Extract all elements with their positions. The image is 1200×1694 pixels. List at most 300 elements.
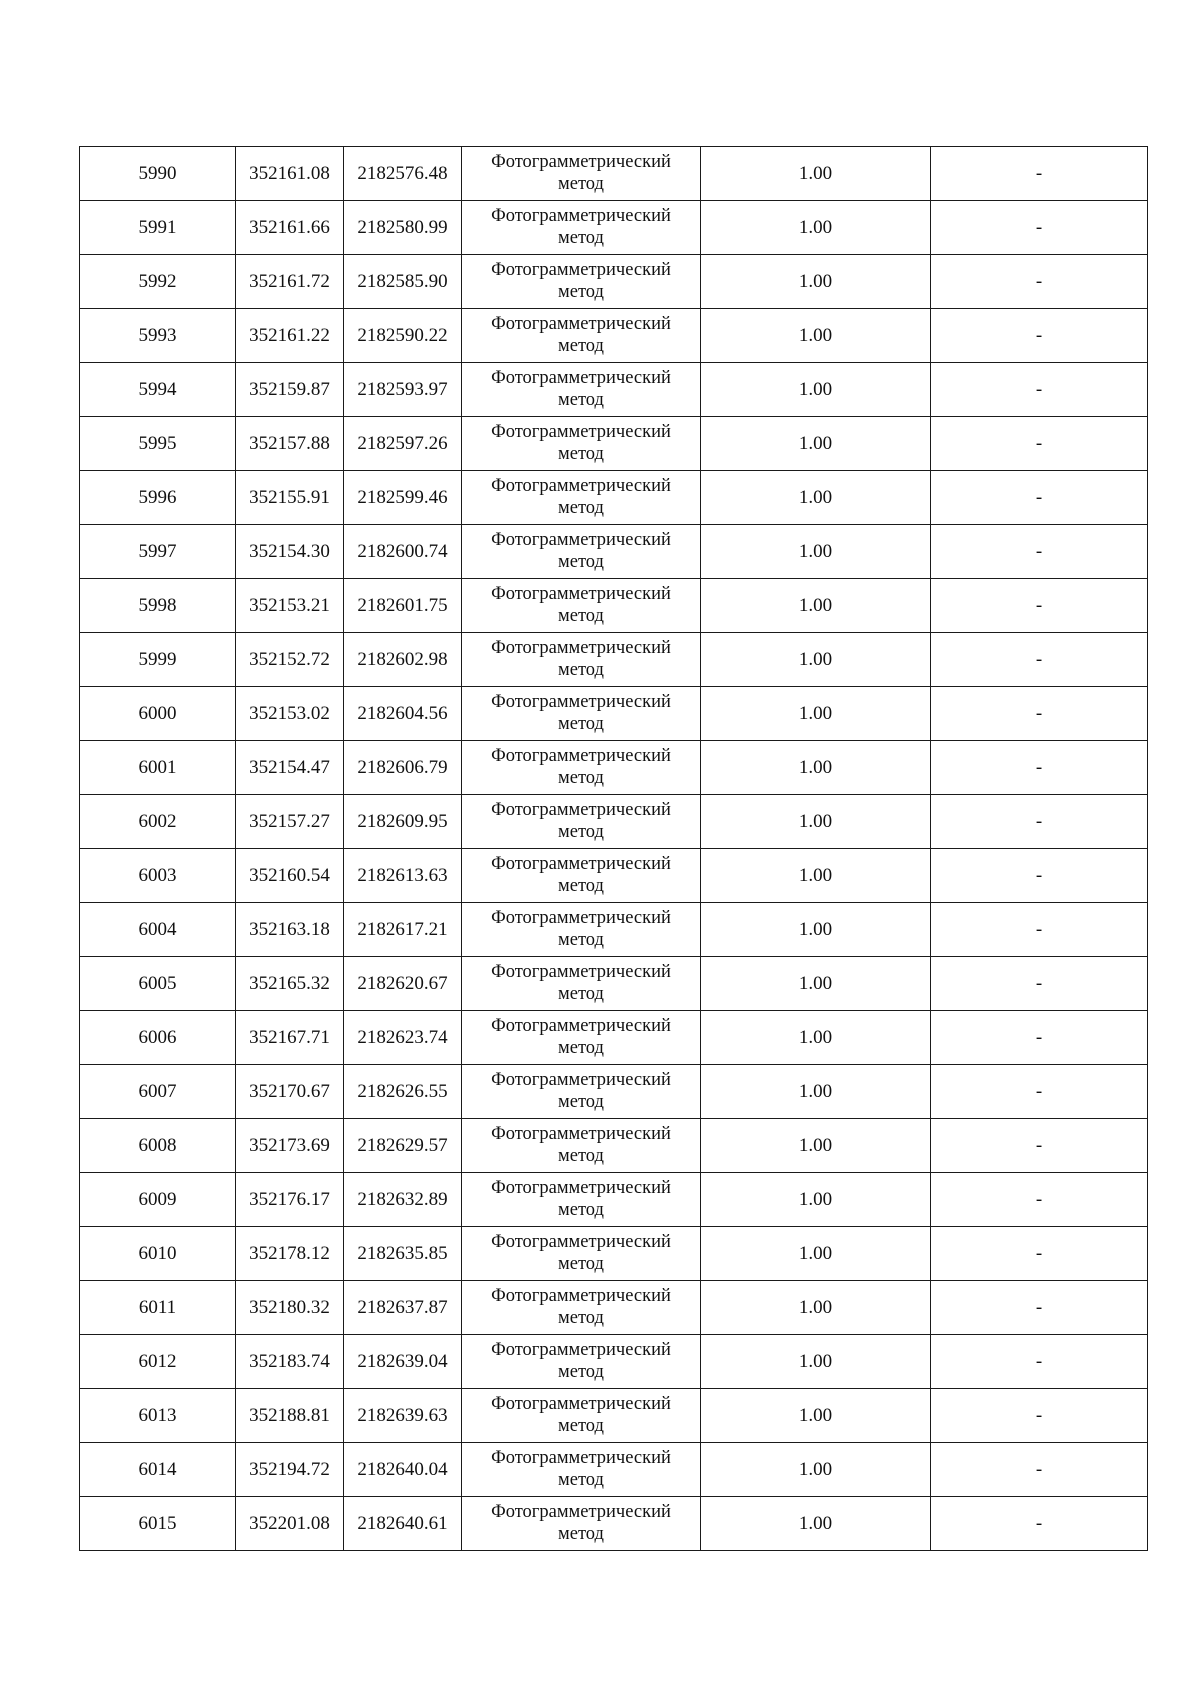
x-coordinate: 352173.69 — [249, 1135, 330, 1156]
table-row — [80, 1011, 1148, 1065]
note-cell — [931, 1389, 1148, 1443]
y-coordinate-cell — [344, 1173, 462, 1227]
table-row — [80, 525, 1148, 579]
table-row — [80, 741, 1148, 795]
coordinates-table — [79, 146, 1148, 1551]
note-value: - — [1035, 703, 1043, 724]
x-coordinate: 352157.88 — [249, 433, 330, 454]
accuracy-cell — [701, 687, 931, 741]
point-number-cell — [80, 633, 236, 687]
method-line-2: метод — [558, 659, 604, 680]
accuracy-cell — [701, 147, 931, 201]
y-coordinate: 2182640.61 — [357, 1513, 448, 1534]
y-coordinate: 2182593.97 — [357, 379, 448, 400]
point-number-cell — [80, 1065, 236, 1119]
note-cell — [931, 1065, 1148, 1119]
point-number-cell — [80, 255, 236, 309]
note-value: - — [1035, 433, 1043, 454]
method-cell — [462, 1389, 701, 1443]
x-coordinate: 352170.67 — [249, 1081, 330, 1102]
table-row — [80, 849, 1148, 903]
method-cell — [462, 1227, 701, 1281]
accuracy-cell — [701, 903, 931, 957]
table-row — [80, 363, 1148, 417]
accuracy-cell — [701, 363, 931, 417]
y-coordinate-cell — [344, 363, 462, 417]
point-number: 5994 — [138, 379, 177, 400]
point-number-cell — [80, 309, 236, 363]
point-number: 5997 — [138, 541, 177, 562]
y-coordinate-cell — [344, 795, 462, 849]
accuracy-value: 1.00 — [798, 433, 833, 454]
method-cell — [462, 201, 701, 255]
note-value: - — [1035, 1513, 1043, 1534]
x-coordinate: 352153.02 — [249, 703, 330, 724]
x-coordinate-cell — [236, 741, 344, 795]
x-coordinate-cell — [236, 1227, 344, 1281]
table-row — [80, 957, 1148, 1011]
method-line-1: Фотограмметрический — [491, 205, 671, 226]
x-coordinate: 352167.71 — [249, 1027, 330, 1048]
point-number: 6015 — [138, 1513, 177, 1534]
table-row — [80, 309, 1148, 363]
y-coordinate: 2182597.26 — [357, 433, 448, 454]
note-cell — [931, 957, 1148, 1011]
x-coordinate-cell — [236, 255, 344, 309]
method-cell — [462, 687, 701, 741]
note-value: - — [1035, 919, 1043, 940]
table-row — [80, 1119, 1148, 1173]
y-coordinate-cell — [344, 1065, 462, 1119]
note-value: - — [1035, 973, 1043, 994]
point-number: 5990 — [138, 163, 177, 184]
method-line-2: метод — [558, 173, 604, 194]
x-coordinate: 352178.12 — [249, 1243, 330, 1264]
note-value: - — [1035, 757, 1043, 778]
method-line-1: Фотограмметрический — [491, 421, 671, 442]
accuracy-value: 1.00 — [798, 1513, 833, 1534]
y-coordinate: 2182600.74 — [357, 541, 448, 562]
method-line-2: метод — [558, 821, 604, 842]
point-number: 6002 — [138, 811, 177, 832]
accuracy-cell — [701, 1119, 931, 1173]
table-row — [80, 795, 1148, 849]
point-number-cell — [80, 1281, 236, 1335]
note-cell — [931, 687, 1148, 741]
method-cell — [462, 579, 701, 633]
accuracy-value: 1.00 — [798, 811, 833, 832]
point-number: 6003 — [138, 865, 177, 886]
x-coordinate: 352159.87 — [249, 379, 330, 400]
accuracy-cell — [701, 309, 931, 363]
method-line-2: метод — [558, 605, 604, 626]
method-line-2: метод — [558, 713, 604, 734]
accuracy-value: 1.00 — [798, 325, 833, 346]
method-line-2: метод — [558, 1415, 604, 1436]
point-number: 5998 — [138, 595, 177, 616]
point-number: 5996 — [138, 487, 177, 508]
accuracy-value: 1.00 — [798, 919, 833, 940]
y-coordinate-cell — [344, 525, 462, 579]
point-number-cell — [80, 1497, 236, 1551]
accuracy-cell — [701, 849, 931, 903]
accuracy-value: 1.00 — [798, 649, 833, 670]
note-cell — [931, 633, 1148, 687]
note-cell — [931, 1011, 1148, 1065]
method-line-1: Фотограмметрический — [491, 1501, 671, 1522]
x-coordinate-cell — [236, 363, 344, 417]
x-coordinate-cell — [236, 687, 344, 741]
y-coordinate: 2182639.04 — [357, 1351, 448, 1372]
y-coordinate: 2182606.79 — [357, 757, 448, 778]
note-cell — [931, 1227, 1148, 1281]
accuracy-cell — [701, 957, 931, 1011]
point-number: 6005 — [138, 973, 177, 994]
accuracy-cell — [701, 255, 931, 309]
y-coordinate-cell — [344, 1389, 462, 1443]
x-coordinate-cell — [236, 903, 344, 957]
note-cell — [931, 741, 1148, 795]
method-cell — [462, 1173, 701, 1227]
method-line-2: метод — [558, 281, 604, 302]
table-row — [80, 255, 1148, 309]
x-coordinate: 352152.72 — [249, 649, 330, 670]
x-coordinate-cell — [236, 1173, 344, 1227]
note-value: - — [1035, 649, 1043, 670]
table-row — [80, 633, 1148, 687]
point-number-cell — [80, 849, 236, 903]
point-number-cell — [80, 1335, 236, 1389]
method-cell — [462, 1281, 701, 1335]
method-cell — [462, 795, 701, 849]
x-coordinate-cell — [236, 471, 344, 525]
point-number: 6004 — [138, 919, 177, 940]
note-value: - — [1035, 1405, 1043, 1426]
note-cell — [931, 1443, 1148, 1497]
x-coordinate: 352153.21 — [249, 595, 330, 616]
y-coordinate-cell — [344, 201, 462, 255]
point-number-cell — [80, 741, 236, 795]
note-cell — [931, 1173, 1148, 1227]
point-number: 6001 — [138, 757, 177, 778]
y-coordinate-cell — [344, 1281, 462, 1335]
table-row — [80, 201, 1148, 255]
point-number: 5993 — [138, 325, 177, 346]
point-number-cell — [80, 1173, 236, 1227]
y-coordinate-cell — [344, 1443, 462, 1497]
method-line-2: метод — [558, 1469, 604, 1490]
y-coordinate: 2182599.46 — [357, 487, 448, 508]
x-coordinate: 352160.54 — [249, 865, 330, 886]
x-coordinate-cell — [236, 1335, 344, 1389]
method-cell — [462, 147, 701, 201]
accuracy-value: 1.00 — [798, 757, 833, 778]
y-coordinate: 2182635.85 — [357, 1243, 448, 1264]
y-coordinate-cell — [344, 1335, 462, 1389]
accuracy-cell — [701, 741, 931, 795]
y-coordinate-cell — [344, 1011, 462, 1065]
note-value: - — [1035, 1459, 1043, 1480]
point-number-cell — [80, 525, 236, 579]
point-number-cell — [80, 957, 236, 1011]
method-line-2: метод — [558, 389, 604, 410]
method-line-2: метод — [558, 1253, 604, 1274]
accuracy-value: 1.00 — [798, 541, 833, 562]
y-coordinate-cell — [344, 957, 462, 1011]
method-cell — [462, 363, 701, 417]
table-row — [80, 1335, 1148, 1389]
note-value: - — [1035, 1189, 1043, 1210]
table-row — [80, 1389, 1148, 1443]
accuracy-value: 1.00 — [798, 1405, 833, 1426]
y-coordinate: 2182580.99 — [357, 217, 448, 238]
y-coordinate: 2182620.67 — [357, 973, 448, 994]
method-line-2: метод — [558, 1199, 604, 1220]
y-coordinate: 2182613.63 — [357, 865, 448, 886]
y-coordinate-cell — [344, 1497, 462, 1551]
point-number-cell — [80, 1443, 236, 1497]
x-coordinate-cell — [236, 1119, 344, 1173]
accuracy-value: 1.00 — [798, 1027, 833, 1048]
method-line-1: Фотограмметрический — [491, 1285, 671, 1306]
table-row — [80, 687, 1148, 741]
method-cell — [462, 471, 701, 525]
accuracy-value: 1.00 — [798, 865, 833, 886]
point-number: 6008 — [138, 1135, 177, 1156]
point-number-cell — [80, 579, 236, 633]
table-row — [80, 147, 1148, 201]
x-coordinate-cell — [236, 1389, 344, 1443]
accuracy-value: 1.00 — [798, 1297, 833, 1318]
x-coordinate: 352194.72 — [249, 1459, 330, 1480]
accuracy-cell — [701, 1389, 931, 1443]
accuracy-value: 1.00 — [798, 1189, 833, 1210]
y-coordinate-cell — [344, 849, 462, 903]
note-cell — [931, 1119, 1148, 1173]
x-coordinate-cell — [236, 525, 344, 579]
method-cell — [462, 255, 701, 309]
note-value: - — [1035, 217, 1043, 238]
method-line-2: метод — [558, 1361, 604, 1382]
y-coordinate-cell — [344, 1227, 462, 1281]
point-number: 6014 — [138, 1459, 177, 1480]
accuracy-cell — [701, 1227, 931, 1281]
point-number: 5992 — [138, 271, 177, 292]
y-coordinate-cell — [344, 147, 462, 201]
table-row — [80, 1443, 1148, 1497]
table-row — [80, 471, 1148, 525]
method-line-1: Фотограмметрический — [491, 1447, 671, 1468]
point-number-cell — [80, 1011, 236, 1065]
point-number: 6009 — [138, 1189, 177, 1210]
note-cell — [931, 849, 1148, 903]
point-number: 6007 — [138, 1081, 177, 1102]
point-number-cell — [80, 795, 236, 849]
point-number: 6010 — [138, 1243, 177, 1264]
y-coordinate: 2182640.04 — [357, 1459, 448, 1480]
y-coordinate: 2182602.98 — [357, 649, 448, 670]
accuracy-value: 1.00 — [798, 217, 833, 238]
x-coordinate: 352155.91 — [249, 487, 330, 508]
point-number: 6011 — [138, 1297, 177, 1318]
method-cell — [462, 309, 701, 363]
y-coordinate: 2182590.22 — [357, 325, 448, 346]
method-cell — [462, 957, 701, 1011]
method-line-2: метод — [558, 1145, 604, 1166]
y-coordinate-cell — [344, 255, 462, 309]
point-number: 6006 — [138, 1027, 177, 1048]
method-line-1: Фотограмметрический — [491, 1339, 671, 1360]
accuracy-value: 1.00 — [798, 271, 833, 292]
method-line-1: Фотограмметрический — [491, 637, 671, 658]
method-line-1: Фотограмметрический — [491, 529, 671, 550]
point-number: 5991 — [138, 217, 177, 238]
point-number-cell — [80, 417, 236, 471]
y-coordinate-cell — [344, 1119, 462, 1173]
accuracy-value: 1.00 — [798, 1459, 833, 1480]
note-value: - — [1035, 1081, 1043, 1102]
method-line-1: Фотограмметрический — [491, 691, 671, 712]
method-cell — [462, 1443, 701, 1497]
note-value: - — [1035, 1135, 1043, 1156]
method-cell — [462, 849, 701, 903]
accuracy-cell — [701, 1173, 931, 1227]
accuracy-cell — [701, 1281, 931, 1335]
accuracy-cell — [701, 417, 931, 471]
y-coordinate: 2182609.95 — [357, 811, 448, 832]
x-coordinate-cell — [236, 849, 344, 903]
note-value: - — [1035, 163, 1043, 184]
method-line-1: Фотограмметрический — [491, 907, 671, 928]
method-line-2: метод — [558, 875, 604, 896]
method-cell — [462, 741, 701, 795]
note-cell — [931, 1497, 1148, 1551]
y-coordinate: 2182617.21 — [357, 919, 448, 940]
y-coordinate: 2182637.87 — [357, 1297, 448, 1318]
accuracy-value: 1.00 — [798, 1081, 833, 1102]
point-number-cell — [80, 471, 236, 525]
note-value: - — [1035, 865, 1043, 886]
accuracy-cell — [701, 525, 931, 579]
method-cell — [462, 1119, 701, 1173]
x-coordinate: 352161.72 — [249, 271, 330, 292]
method-line-1: Фотограмметрический — [491, 1015, 671, 1036]
table-row — [80, 579, 1148, 633]
method-line-2: метод — [558, 227, 604, 248]
x-coordinate-cell — [236, 147, 344, 201]
table-row — [80, 1173, 1148, 1227]
method-cell — [462, 633, 701, 687]
accuracy-cell — [701, 1443, 931, 1497]
note-cell — [931, 363, 1148, 417]
note-cell — [931, 309, 1148, 363]
note-cell — [931, 579, 1148, 633]
accuracy-value: 1.00 — [798, 973, 833, 994]
x-coordinate-cell — [236, 1497, 344, 1551]
method-cell — [462, 525, 701, 579]
y-coordinate-cell — [344, 417, 462, 471]
method-line-2: метод — [558, 1091, 604, 1112]
x-coordinate: 352161.66 — [249, 217, 330, 238]
note-cell — [931, 795, 1148, 849]
method-line-2: метод — [558, 983, 604, 1004]
method-line-2: метод — [558, 497, 604, 518]
y-coordinate: 2182576.48 — [357, 163, 448, 184]
point-number-cell — [80, 1389, 236, 1443]
x-coordinate-cell — [236, 1011, 344, 1065]
y-coordinate-cell — [344, 471, 462, 525]
point-number-cell — [80, 1119, 236, 1173]
point-number-cell — [80, 147, 236, 201]
point-number: 6000 — [138, 703, 177, 724]
note-cell — [931, 1281, 1148, 1335]
x-coordinate-cell — [236, 309, 344, 363]
note-value: - — [1035, 1243, 1043, 1264]
y-coordinate: 2182629.57 — [357, 1135, 448, 1156]
accuracy-value: 1.00 — [798, 1351, 833, 1372]
note-value: - — [1035, 271, 1043, 292]
note-value: - — [1035, 379, 1043, 400]
method-line-1: Фотограмметрический — [491, 1393, 671, 1414]
y-coordinate: 2182601.75 — [357, 595, 448, 616]
accuracy-value: 1.00 — [798, 1243, 833, 1264]
point-number-cell — [80, 201, 236, 255]
accuracy-cell — [701, 579, 931, 633]
method-line-1: Фотограмметрический — [491, 961, 671, 982]
note-value: - — [1035, 487, 1043, 508]
method-line-2: метод — [558, 767, 604, 788]
y-coordinate: 2182604.56 — [357, 703, 448, 724]
accuracy-value: 1.00 — [798, 163, 833, 184]
x-coordinate: 352154.30 — [249, 541, 330, 562]
x-coordinate-cell — [236, 417, 344, 471]
accuracy-value: 1.00 — [798, 379, 833, 400]
method-line-1: Фотограмметрический — [491, 1123, 671, 1144]
note-value: - — [1035, 325, 1043, 346]
x-coordinate: 352165.32 — [249, 973, 330, 994]
point-number-cell — [80, 1227, 236, 1281]
method-line-2: метод — [558, 551, 604, 572]
method-line-2: метод — [558, 443, 604, 464]
coordinates-table-body — [80, 147, 1148, 1551]
y-coordinate: 2182585.90 — [357, 271, 448, 292]
x-coordinate-cell — [236, 1443, 344, 1497]
x-coordinate-cell — [236, 957, 344, 1011]
y-coordinate-cell — [344, 687, 462, 741]
table-row — [80, 1227, 1148, 1281]
x-coordinate: 352161.08 — [249, 163, 330, 184]
note-cell — [931, 255, 1148, 309]
x-coordinate-cell — [236, 633, 344, 687]
y-coordinate-cell — [344, 633, 462, 687]
note-cell — [931, 903, 1148, 957]
accuracy-cell — [701, 1497, 931, 1551]
x-coordinate: 352183.74 — [249, 1351, 330, 1372]
method-line-2: метод — [558, 335, 604, 356]
method-cell — [462, 1011, 701, 1065]
y-coordinate-cell — [344, 741, 462, 795]
note-value: - — [1035, 541, 1043, 562]
x-coordinate-cell — [236, 1281, 344, 1335]
x-coordinate-cell — [236, 795, 344, 849]
method-line-1: Фотограмметрический — [491, 799, 671, 820]
method-line-1: Фотограмметрический — [491, 1177, 671, 1198]
method-line-1: Фотограмметрический — [491, 1231, 671, 1252]
method-line-2: метод — [558, 1307, 604, 1328]
point-number: 5999 — [138, 649, 177, 670]
accuracy-value: 1.00 — [798, 703, 833, 724]
method-line-1: Фотограмметрический — [491, 313, 671, 334]
